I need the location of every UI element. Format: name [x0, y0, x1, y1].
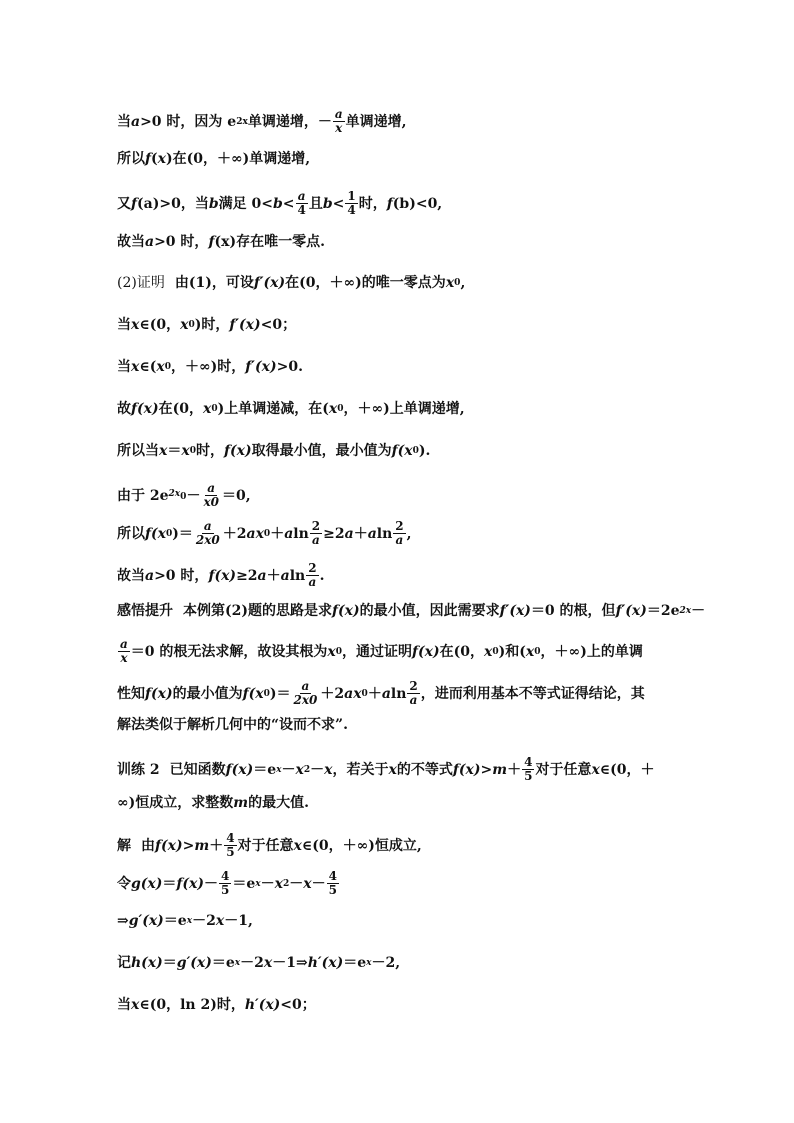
subscript: 0 [180, 491, 187, 502]
text: ＋ [507, 761, 522, 778]
text: 时， [358, 195, 387, 212]
text: 当 [117, 997, 131, 1013]
var-x: x [203, 401, 212, 417]
numerator: 4 [226, 831, 235, 845]
var-a: a [145, 567, 155, 584]
text: 故 [117, 401, 131, 417]
text: 由 [141, 837, 155, 854]
text: )＝ [269, 685, 291, 702]
var-x: x [484, 643, 493, 660]
text: (x)存在唯一零点. [214, 234, 325, 250]
numerator: a [334, 107, 343, 121]
text: 本例第(2)题的思路是求 [183, 603, 332, 619]
function: f(x [242, 685, 264, 702]
exponent [168, 489, 187, 502]
exp-var: 2x [168, 489, 181, 500]
var-x: x [324, 761, 333, 778]
text: 令 [117, 875, 131, 892]
text: ＋ [353, 525, 368, 542]
var-f: f [386, 195, 393, 212]
text: 解法类似于解析几何中的“设而不求”. [117, 717, 348, 733]
line-4 [117, 233, 325, 251]
ln: ln [376, 525, 393, 542]
text: ＝0, [221, 487, 251, 504]
text: ∈(0，ln 2)时， [139, 997, 245, 1013]
line-3 [117, 190, 442, 217]
line-15: 性知 f(x) 的最小值为 f(x 0 )＝ $\frac{a}{2x0}$ ＋2 ax 0 ＋ a ln $\frac{2}{a}$ ，进而利用基本不等式证得结论，其 [117, 679, 645, 707]
text: ∞)恒成立，求整数 [117, 795, 234, 811]
line-7: 当 x ∈( x 0 ，＋∞)时， f′(x) >0. [117, 359, 303, 375]
var-b: b [322, 195, 333, 212]
text: 所以 [117, 151, 145, 167]
text: 在(0， [439, 643, 485, 660]
function: f(x) [452, 761, 481, 778]
text: ，进而利用基本不等式证得结论，其 [420, 685, 645, 702]
text: ≥2 [236, 567, 258, 584]
ln: ln [293, 525, 309, 542]
text: > [182, 837, 195, 854]
line-6: 当 x ∈(0， x 0 )时， f′(x) <0； [117, 317, 297, 333]
fraction [219, 870, 231, 897]
fraction [296, 190, 308, 217]
var-x: x [274, 875, 284, 892]
text: － [204, 875, 219, 892]
denominator: 4 [297, 203, 306, 217]
line-8: 故 f(x) 在(0， x 0 )上单调递减，在( x 0 ，＋∞)上单调递增, [117, 401, 465, 417]
fraction [118, 638, 130, 665]
var-x: x [131, 317, 140, 333]
var-x: x [263, 955, 273, 971]
text: )在(0，＋∞)单调递增, [166, 151, 311, 167]
text: 且 [308, 195, 323, 212]
var-x: x [181, 443, 190, 459]
derivative: g′(x) [176, 955, 212, 971]
text: 当 [117, 359, 131, 375]
text: ⇒ [117, 913, 129, 929]
text: － [691, 603, 706, 619]
numerator: 2 [311, 519, 321, 533]
text: > [480, 761, 493, 778]
derivative: f′(x) [253, 275, 286, 291]
text: )和( [498, 643, 526, 660]
denominator: 5 [221, 883, 230, 897]
text: ，＋∞)上单调递增, [343, 401, 465, 417]
text: ＝e [211, 955, 235, 971]
solution-label: 解 [117, 837, 131, 854]
text: －1, [224, 913, 253, 929]
var-x: x [445, 275, 455, 291]
numerator: a [297, 189, 306, 203]
text: 在(0， [158, 401, 203, 417]
var-x: x [303, 875, 312, 892]
section-label: 感悟提升 [117, 603, 173, 619]
var-m: m [233, 795, 249, 811]
line-9: 所以当 x ＝ x 0 时， f(x) 取得最小值，最小值为 f(x 0 ). [117, 443, 431, 459]
var-a: a [284, 525, 294, 542]
var-x: x [180, 317, 189, 333]
var-x: x [156, 359, 165, 375]
text: ∈( [139, 359, 157, 375]
text: 单调递增, [345, 113, 407, 130]
text: ＝ [162, 955, 177, 971]
text: －1⇒ [272, 955, 308, 971]
function: h(x) [131, 955, 163, 971]
derivative: f′(x) [499, 603, 531, 619]
fraction [310, 520, 322, 547]
text: . [319, 567, 325, 584]
text: ＋ [209, 837, 224, 854]
text: －2 [192, 913, 216, 929]
text: －2, [371, 955, 401, 971]
numerator: 4 [221, 869, 230, 883]
text: ≥2 [323, 525, 345, 542]
text: 的最小值为 [172, 685, 243, 702]
text: － [260, 875, 275, 892]
ln: ln [289, 567, 306, 584]
var-f: f [145, 151, 152, 167]
function: f(x) [145, 685, 173, 702]
derivative: f′(x) [229, 317, 261, 333]
line-14: $\frac{a}{x}$ ＝0 的根无法求解，故设其根为 x 0 ，通过证明 f(x) 在(0， x 0 )和( x 0 ，＋∞)上的单调 [120, 637, 643, 665]
var-b: b [208, 195, 219, 212]
text: ＋ [367, 685, 382, 702]
derivative: f′(x) [245, 359, 277, 375]
text: < [332, 195, 345, 212]
denominator: 5 [328, 883, 338, 897]
text: ＋ [270, 525, 285, 542]
line-22: 记 h(x) ＝ g′(x) ＝e x －2 x －1⇒ h′(x) ＝e x －2, [117, 955, 401, 971]
text: 单调递增，－ [247, 113, 332, 130]
numerator: 2 [308, 561, 317, 575]
denominator: a [312, 533, 320, 547]
text: 对于任意 [535, 761, 592, 778]
text: >0 时，因为 e [140, 113, 237, 130]
line-13: 感悟提升 本例第(2)题的思路是求 f(x) 的最小值，因此需要求 f′(x) ＝0 的根，但 f′(x) ＝2e 2x － [117, 603, 706, 619]
text: (a)>0，当 [137, 195, 209, 212]
text: －2 [240, 955, 264, 971]
var-x: x [295, 761, 304, 778]
proof-label: (2)证明 [117, 275, 165, 291]
line-21: ⇒ g′(x) ＝e x －2 x －1, [117, 913, 253, 929]
denominator: 4 [347, 203, 356, 217]
text: 所以 [117, 525, 145, 542]
text: 时， [195, 443, 224, 459]
fraction [327, 870, 339, 897]
text: 的不等式 [396, 761, 453, 778]
var-a: a [257, 567, 267, 584]
text: (b)<0, [392, 195, 443, 212]
text: 的最大值. [248, 795, 309, 811]
denominator: x0 [203, 495, 219, 509]
var-x: x [388, 761, 397, 778]
text: <0； [260, 317, 297, 333]
function: f(x) [223, 443, 252, 459]
text: ＝2e [646, 603, 680, 619]
fraction [333, 108, 345, 135]
numerator: 4 [328, 869, 338, 883]
numerator: 2 [409, 679, 418, 693]
fraction [522, 756, 534, 783]
text: － [311, 875, 326, 892]
line-16 [117, 716, 348, 734]
denominator: 5 [524, 769, 533, 783]
numerator: a [207, 481, 216, 495]
text: , [406, 525, 412, 542]
var-a: a [381, 685, 391, 702]
var-ax: ax [246, 525, 264, 542]
var-a: a [344, 525, 354, 542]
function: f(x) [176, 875, 205, 892]
text: 性知 [117, 685, 145, 702]
text: , [460, 275, 466, 291]
var-x: x [157, 151, 167, 167]
line-10 [117, 482, 251, 509]
ln: ln [390, 685, 407, 702]
var-x: x [591, 761, 600, 778]
var-x: x [131, 997, 140, 1013]
text: － [186, 487, 201, 504]
line-23 [117, 996, 316, 1014]
function: f(x) [131, 401, 159, 417]
function: f(x) [412, 643, 440, 660]
derivative: f′(x) [615, 603, 647, 619]
line-2 [117, 150, 310, 168]
function: f(x) [225, 761, 254, 778]
derivative: h′(x) [307, 955, 344, 971]
var-x: x [328, 401, 338, 417]
text: 的最小值，因此需要求 [359, 603, 500, 619]
text: ＝e [163, 913, 187, 929]
numerator: a [301, 679, 310, 693]
denominator: 2x0 [195, 533, 220, 547]
text: ＋2 [222, 525, 247, 542]
numerator: 1 [347, 189, 356, 203]
numerator: 4 [524, 755, 533, 769]
text: <0； [280, 997, 316, 1013]
text: >0 时， [154, 567, 209, 584]
fraction [345, 190, 357, 217]
text: 故当 [117, 234, 145, 250]
function: f(x) [155, 837, 183, 854]
text: < [282, 195, 295, 212]
text: 取得最小值，最小值为 [251, 443, 392, 459]
line-11: 所以 f(x 0 )＝ $\frac{a}{2x0}$ ＋2 ax 0 ＋ a ln $\frac{2}{a}$ ≥2 a ＋ a ln $\frac{2}{a}$ , [117, 519, 412, 547]
text: ). [418, 443, 431, 459]
line-1: 当 a >0 时，因为 e 2x 单调递增，－ $\frac{a}{x}$ 单调递增, [117, 107, 407, 135]
fraction [201, 482, 221, 509]
text: ＝0 的根，但 [530, 603, 616, 619]
text: 当 [117, 317, 131, 333]
var-f: f [131, 195, 138, 212]
text: 又 [117, 195, 131, 212]
text: ＝0 的根无法求解，故设其根为 [130, 643, 328, 660]
var-m: m [194, 837, 210, 854]
text: ＋2 [320, 685, 345, 702]
text: ＝ [162, 875, 177, 892]
derivative: h′(x) [244, 997, 281, 1013]
text: － [281, 761, 296, 778]
text: ∈(0，＋∞)恒成立, [301, 837, 422, 854]
line-20: 令 g(x) ＝ f(x) － $\frac{4}{5}$ ＝e x － x 2 － x － $\frac{4}{5}$ [117, 869, 338, 897]
var-x: x [159, 443, 168, 459]
text: － [289, 875, 304, 892]
text: >0 时， [154, 234, 209, 250]
var-a: a [280, 567, 290, 584]
text: 已知函数 [169, 761, 226, 778]
var-f: f [208, 234, 215, 250]
numerator: a [120, 637, 128, 651]
text: 满足 0< [218, 195, 273, 212]
fraction [306, 562, 318, 589]
text: ∈(0， [139, 317, 181, 333]
line-19 [117, 832, 422, 859]
exercise-label: 训练 2 [117, 761, 160, 778]
fraction [407, 680, 419, 707]
line-18 [117, 794, 309, 812]
var-a: a [367, 525, 377, 542]
text: ，通过证明 [342, 643, 413, 660]
text: ＝ [167, 443, 182, 459]
line-17: 训练 2 已知函数 f(x) ＝e x － x 2 － x ，若关于 x 的不等式 f(x) > m ＋ $\frac{4}{5}$ 对于任意 x ∈(0，＋ [117, 755, 655, 783]
var-a: a [131, 113, 141, 130]
text: ∈(0，＋ [599, 761, 655, 778]
var-a: a [145, 234, 155, 250]
text: ，若关于 [332, 761, 389, 778]
text: － [310, 761, 325, 778]
line-12 [117, 562, 324, 589]
line-5: (2)证明 由(1)，可设 f′(x) 在(0，＋∞)的唯一零点为 x 0 , [117, 275, 466, 291]
denominator: a [395, 533, 404, 547]
text: 由(1)，可设 [174, 275, 254, 291]
function: f(x) [332, 603, 360, 619]
numerator: 2 [395, 519, 404, 533]
var-b: b [272, 195, 283, 212]
fraction [194, 520, 222, 547]
function: f(x) [208, 567, 237, 584]
fraction [292, 680, 320, 707]
text: 在(0，＋∞)的唯一零点为 [285, 275, 446, 291]
var-x: x [525, 643, 535, 660]
var-m: m [492, 761, 508, 778]
denominator: x [120, 651, 128, 665]
fraction [224, 832, 236, 859]
var-x: x [293, 837, 302, 854]
text: ＝e [343, 955, 367, 971]
numerator: a [203, 519, 212, 533]
text: ＝e [232, 875, 256, 892]
text: 记 [117, 955, 131, 971]
var-x: x [131, 359, 140, 375]
denominator: a [308, 575, 317, 589]
var-ax: ax [344, 685, 362, 702]
function: g(x) [131, 875, 163, 892]
text: 故当 [117, 567, 145, 584]
text: ＋ [266, 567, 281, 584]
denominator: x [335, 121, 343, 135]
derivative: g′(x) [128, 913, 164, 929]
function: f(x [391, 443, 413, 459]
var-x: x [215, 913, 225, 929]
text: ，＋∞)上的单调 [540, 643, 643, 660]
text: )时， [194, 317, 230, 333]
text: 所以当 [117, 443, 159, 459]
text: ( [151, 151, 158, 167]
denominator: 2x0 [293, 693, 318, 707]
text: )＝ [172, 525, 193, 542]
text: 对于任意 [237, 837, 294, 854]
fraction [393, 520, 405, 547]
text: ＝e [253, 761, 277, 778]
text: >0. [276, 359, 303, 375]
var-x: x [327, 643, 336, 660]
function: f(x [145, 525, 166, 542]
text: 由于 2e [117, 487, 169, 504]
text: ，＋∞)时， [170, 359, 246, 375]
denominator: 5 [226, 845, 235, 859]
text: )上单调递减，在( [217, 401, 329, 417]
text: 当 [117, 113, 131, 130]
denominator: a [409, 693, 418, 707]
